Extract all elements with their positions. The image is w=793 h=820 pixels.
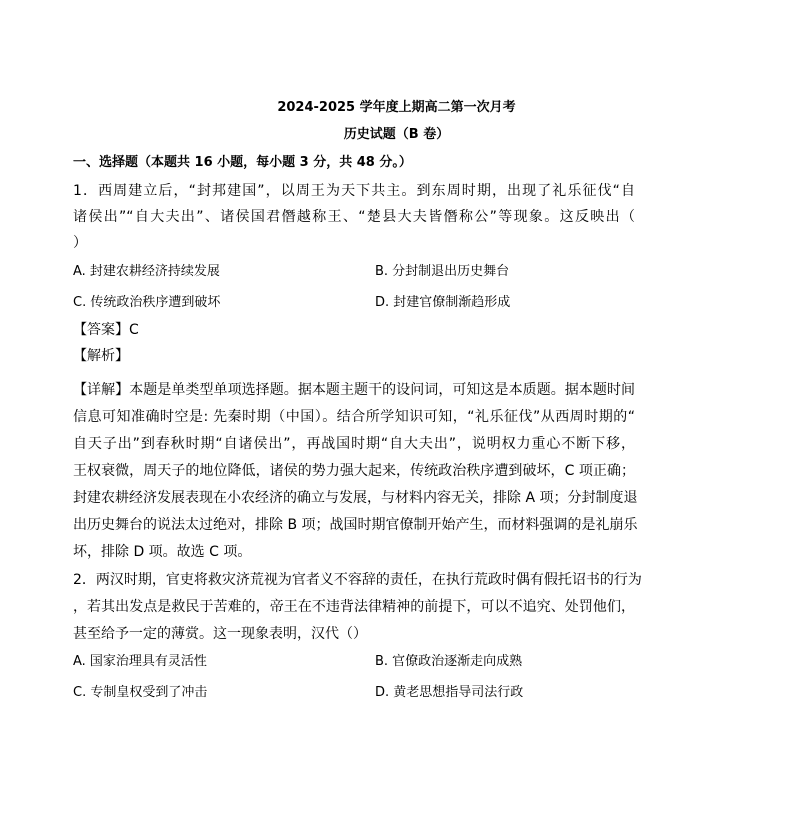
exam-title: 2024-2025 学年度上期高二第一次月考 [277, 100, 516, 115]
q1-answer: 【答案】C [73, 322, 139, 338]
q1-option-c: C. 传统政治秩序遭到破坏 [73, 295, 221, 310]
q1-stem-line-3: ） [73, 235, 87, 251]
q1-detail-line-3: 自天子出”到春秋时期“自诸侯出”，再战国时期“自大夫出”，说明权力重心不断下移， [73, 436, 635, 452]
q1-option-d: D. 封建官僚制渐趋形成 [375, 295, 511, 310]
q1-analysis-label: 【解析】 [73, 348, 129, 364]
q2-stem-line-1: 2．两汉时期，官吏将救灾济荒视为官者义不容辞的责任，在执行荒政时偶有假托诏书的行为 [73, 572, 642, 588]
exam-subtitle: 历史试题（B 卷） [343, 127, 450, 142]
q1-stem-line-1: 1．西周建立后，“封邦建国”，以周王为天下共主。到东周时期，出现了礼乐征伐“自 [73, 183, 635, 199]
q2-option-a: A. 国家治理具有灵活性 [73, 654, 207, 669]
q2-option-c: C. 专制皇权受到了冲击 [73, 685, 208, 700]
q2-option-b: B. 官僚政治逐渐走向成熟 [375, 654, 523, 669]
q1-detail-line-5: 封建农耕经济发展表现在小农经济的确立与发展，与材料内容无关，排除 A 项；分封制度退 [73, 490, 638, 506]
q1-detail-line-1: 【详解】本题是单类型单项选择题。据本题主题干的设问词，可知这是本质题。据本题时间 [73, 382, 635, 398]
q1-option-a: A. 封建农耕经济持续发展 [73, 264, 220, 279]
q1-detail-line-6: 出历史舞台的说法太过绝对，排除 B 项；战国时期官僚制开始产生，而材料强调的是礼崩乐 [73, 517, 638, 533]
section-heading: 一、选择题（本题共 16 小题，每小题 3 分，共 48 分。） [73, 155, 412, 170]
q2-stem-line-2: ，若其出发点是救民于苦难的，帝王在不违背法律精神的前提下，可以不追究、处罚他们， [73, 599, 635, 615]
q1-detail-line-4: 王权衰微，周天子的地位降低，诸侯的势力强大起来，传统政治秩序遭到破坏，C 项正确； [73, 463, 635, 479]
q1-detail-line-7: 坏，排除 D 项。故选 C 项。 [73, 544, 252, 560]
q1-stem-line-2: 诸侯出”“自大夫出”、诸侯国君僭越称王、“楚县大夫皆僭称公”等现象。这反映出（ [73, 209, 635, 225]
q2-option-d: D. 黄老思想指导司法行政 [375, 685, 524, 700]
q1-detail-line-2: 信息可知准确时空是: 先秦时期（中国）。结合所学知识可知，“礼乐征伐”从西周时期的“ [73, 409, 635, 425]
q2-stem-line-3: 甚至给予一定的薄赏。这一现象表明，汉代（） [73, 626, 367, 642]
q1-option-b: B. 分封制退出历史舞台 [375, 264, 510, 279]
